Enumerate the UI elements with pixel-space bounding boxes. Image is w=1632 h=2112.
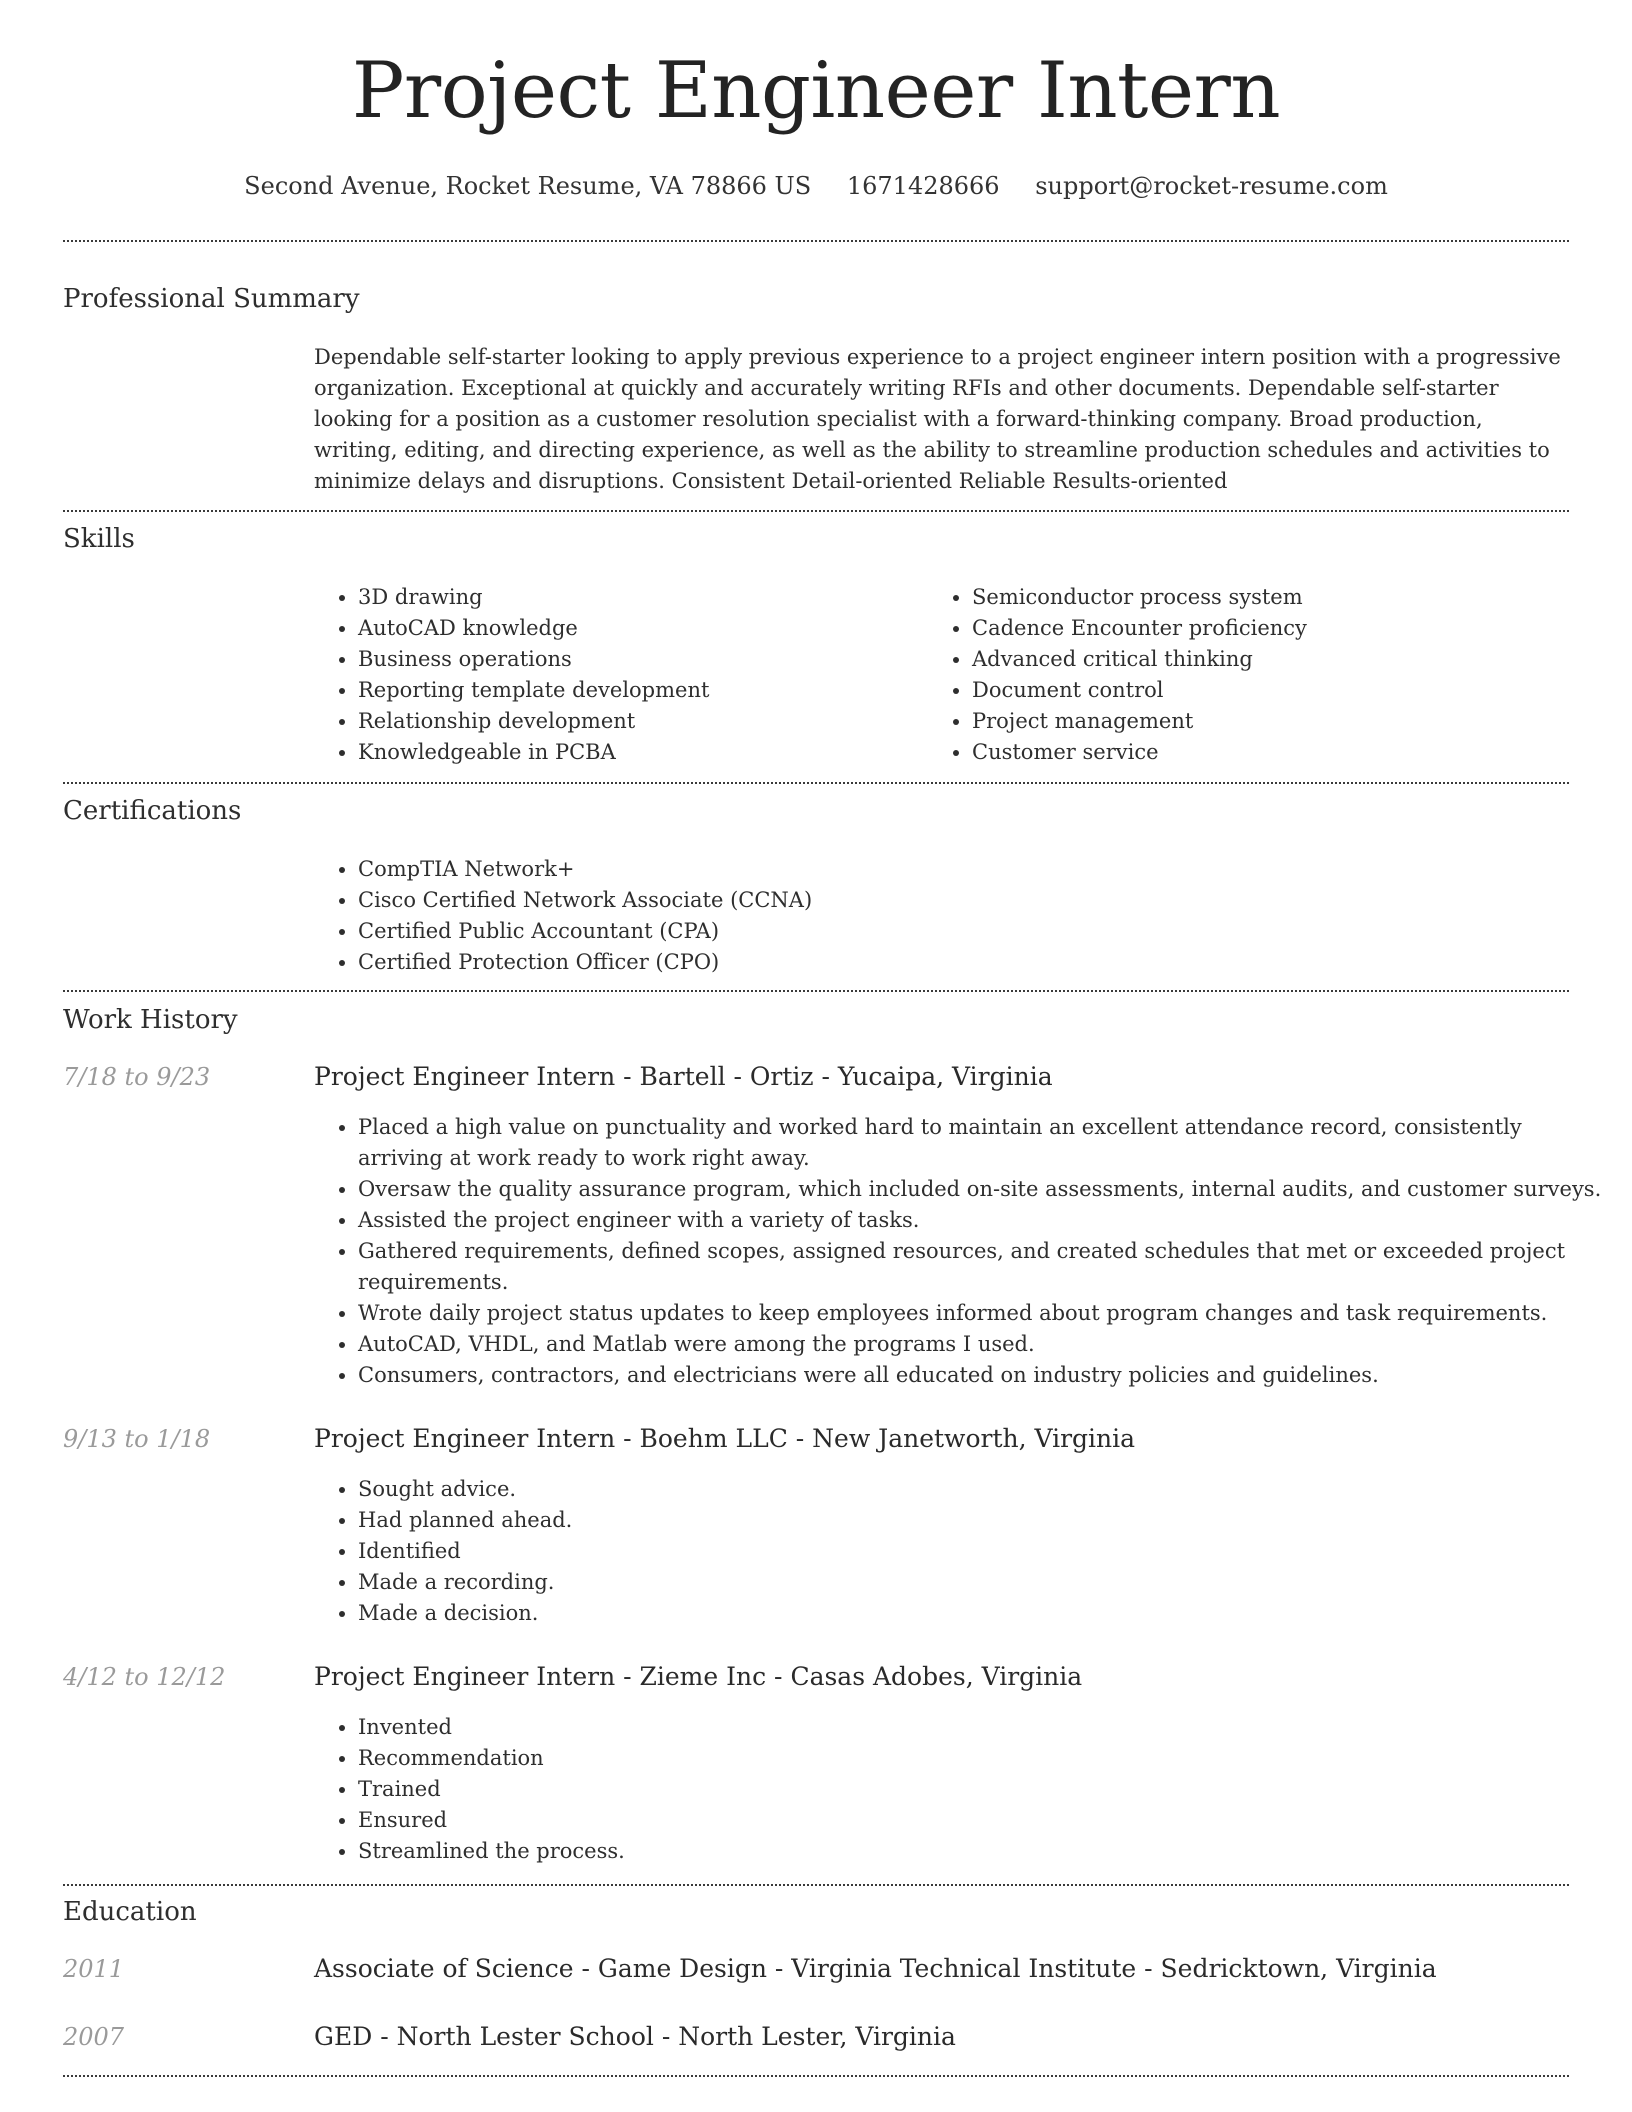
skill-item: • Advanced critical thinking (972, 644, 1572, 675)
job-bullet: • Placed a high value on punctuality and worked hard to maintain an excellent attendance record, consistently arriving at work ready to work right away. (358, 1112, 1613, 1174)
skills-heading: Skills (63, 524, 135, 554)
section-divider (63, 240, 1569, 242)
contact-email: support@rocket-resume.com (1035, 172, 1388, 200)
contact-line (63, 172, 1569, 200)
skill-item: • Document control (972, 675, 1572, 706)
skill-item: • Semiconductor process system (972, 582, 1572, 613)
skill-item: • Reporting template development (358, 675, 918, 706)
job-bullet: • Had planned ahead. (358, 1505, 1613, 1536)
candidate-name: Project Engineer Intern (351, 46, 1281, 136)
job-bullet: • Wrote daily project status updates to keep employees informed about program changes and task requirements. (358, 1298, 1613, 1329)
job-bullets (314, 1712, 1613, 1867)
job-dates: 4/12 to 12/12 (63, 1663, 226, 1691)
certification-item: • Cisco Certified Network Associate (CCNA) (358, 885, 1558, 916)
job-bullet: • Invented (358, 1712, 1613, 1743)
section-divider (63, 510, 1569, 512)
job-bullet: • Ensured (358, 1805, 1613, 1836)
job-bullets (314, 1474, 1613, 1629)
job-bullet: • Assisted the project engineer with a variety of tasks. (358, 1205, 1613, 1236)
certification-item: • CompTIA Network+ (358, 854, 1558, 885)
education-year: 2007 (63, 2023, 125, 2051)
certification-item: • Certified Protection Officer (CPO) (358, 947, 1558, 978)
contact-phone: 1671428666 (846, 172, 1000, 200)
certifications-heading: Certifications (63, 796, 242, 826)
job-bullet: • AutoCAD, VHDL, and Matlab were among the programs I used. (358, 1329, 1613, 1360)
job-bullets (314, 1112, 1613, 1391)
certifications-list (314, 854, 1558, 978)
job-title: Project Engineer Intern - Boehm LLC - New Janetworth, Virginia (314, 1424, 1136, 1453)
summary-heading: Professional Summary (63, 284, 360, 314)
job-dates: 7/18 to 9/23 (63, 1063, 211, 1091)
skill-item: • AutoCAD knowledge (358, 613, 918, 644)
skill-item: • Project management (972, 706, 1572, 737)
skills-list-right (928, 582, 1572, 768)
contact-address: Second Avenue, Rocket Resume, VA 78866 US (244, 172, 812, 200)
skill-item: • Cadence Encounter proficiency (972, 613, 1572, 644)
job-bullet: • Oversaw the quality assurance program, which included on-site assessments, internal audits, and customer surveys. (358, 1174, 1613, 1205)
education-detail: Associate of Science - Game Design - Virginia Technical Institute - Sedricktown, Virginia (314, 1954, 1437, 1983)
job-dates: 9/13 to 1/18 (63, 1425, 211, 1453)
job-bullet: • Identified (358, 1536, 1613, 1567)
job-bullet: • Trained (358, 1774, 1613, 1805)
section-divider (63, 1884, 1569, 1886)
education-year: 2011 (63, 1955, 125, 1983)
job-title: Project Engineer Intern - Bartell - Ortiz - Yucaipa, Virginia (314, 1062, 1053, 1091)
section-divider (63, 782, 1569, 784)
certification-item: • Certified Public Accountant (CPA) (358, 916, 1558, 947)
education-heading: Education (63, 1897, 197, 1927)
job-bullet: • Recommendation (358, 1743, 1613, 1774)
section-divider (63, 2075, 1569, 2077)
work-history-heading: Work History (63, 1005, 238, 1035)
job-bullet: • Consumers, contractors, and electricians were all educated on industry policies and guidelines. (358, 1360, 1613, 1391)
summary-text: Dependable self-starter looking to apply previous experience to a project engineer intern position with a progressive organization. Exceptional at quickly and accurately writing RFIs and other documents. Dependable self-starter looking for a position as a customer resolution specialist with a forward-thinking company. Broad production, writing, editing, and directing experience, as well as the ability to streamline production schedules and activities to minimize delays and disruptions. Consistent Detail-oriented Reliable Results-oriented (314, 345, 1561, 493)
job-bullet: • Gathered requirements, defined scopes, assigned resources, and created schedules that met or exceeded project requirements. (358, 1236, 1613, 1298)
job-bullet: • Streamlined the process. (358, 1836, 1613, 1867)
skill-item: • Business operations (358, 644, 918, 675)
skills-list-left (314, 582, 918, 768)
skill-item: • Knowledgeable in PCBA (358, 737, 918, 768)
skill-item: • Customer service (972, 737, 1572, 768)
education-detail: GED - North Lester School - North Lester, Virginia (314, 2022, 956, 2051)
skill-item: • Relationship development (358, 706, 918, 737)
job-bullet: • Made a decision. (358, 1598, 1613, 1629)
job-title: Project Engineer Intern - Zieme Inc - Casas Adobes, Virginia (314, 1662, 1083, 1691)
section-divider (63, 990, 1569, 992)
job-bullet: • Made a recording. (358, 1567, 1613, 1598)
job-bullet: • Sought advice. (358, 1474, 1613, 1505)
skill-item: • 3D drawing (358, 582, 918, 613)
